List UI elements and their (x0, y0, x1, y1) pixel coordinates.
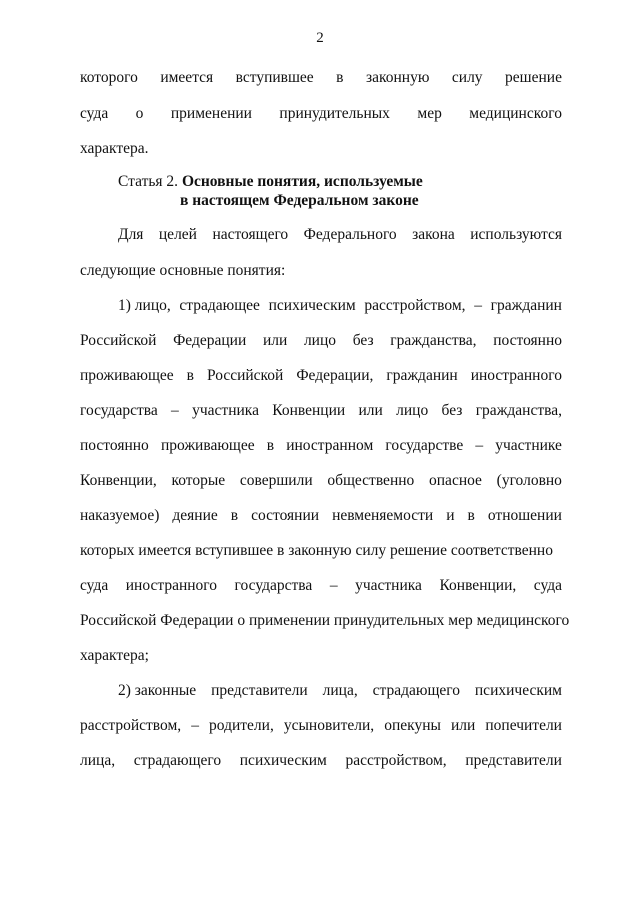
word: проживающее (160, 437, 255, 454)
word: постоянно (80, 437, 149, 454)
word: силу (451, 69, 483, 86)
word: которые (171, 472, 226, 489)
word: опасное (429, 472, 482, 489)
word: страдающего (133, 752, 222, 769)
word: Конвенции (272, 402, 346, 419)
text-line (80, 140, 562, 158)
word: постоянно (493, 332, 562, 349)
word: иностранного (125, 577, 218, 594)
article-heading (118, 173, 423, 191)
text-line (80, 717, 562, 735)
word: государстве (385, 437, 464, 454)
word: Федерации, (296, 367, 374, 384)
word: применении (170, 105, 252, 122)
text-line (80, 437, 562, 455)
text-line (118, 297, 562, 315)
article-prefix: Статья 2. (118, 173, 179, 190)
word: Российской Федерации о применении принудительных мер медицинского (80, 612, 570, 629)
word: в (230, 507, 239, 524)
text-line (80, 332, 562, 350)
word: следующие основные понятия: (80, 262, 286, 279)
word: гражданин (386, 367, 458, 384)
word: закона (412, 226, 455, 243)
text-line (80, 577, 562, 595)
word: – (329, 577, 338, 594)
word: используются (470, 226, 562, 243)
text-line (80, 752, 562, 770)
word: расстройством, (345, 752, 447, 769)
word: представители (211, 682, 308, 699)
word: 2) законные (118, 682, 197, 699)
word: состоянии (251, 507, 320, 524)
article-title-line1: Основные понятия, используемые (181, 173, 423, 190)
text-line (80, 262, 562, 280)
text-line (80, 507, 562, 525)
word: психическим (474, 682, 562, 699)
word: принудительных (279, 105, 390, 122)
word: проживающее (80, 367, 174, 384)
text-line (80, 367, 562, 385)
text-line (118, 682, 562, 700)
page-number: 2 (316, 30, 324, 46)
text-line (80, 69, 562, 87)
word: государства (234, 577, 313, 594)
word: без (352, 332, 374, 349)
word: законную (365, 69, 430, 86)
text-line (118, 226, 562, 244)
word: или (262, 332, 288, 349)
word: имеется (160, 69, 214, 86)
text-line (80, 402, 562, 420)
article-title-line2: в настоящем Федеральном законе (180, 192, 419, 209)
word: лицо (396, 402, 429, 419)
word: Российской (80, 332, 157, 349)
word: представители (465, 752, 562, 769)
word: характера; (80, 647, 149, 664)
word: суда (533, 577, 562, 594)
word: расстройством, (80, 717, 182, 734)
word: отношении (487, 507, 562, 524)
word: общественно (327, 472, 415, 489)
article-heading-line2 (180, 192, 419, 210)
word: опекуны (384, 717, 441, 734)
word: – (474, 297, 482, 314)
word: или (450, 717, 476, 734)
text-line (80, 612, 570, 630)
word: наказуемое) (80, 507, 160, 524)
word: деяние (172, 507, 218, 524)
word: – (171, 402, 179, 419)
word: которых имеется вступившее в законную силу решение соответственно (80, 542, 553, 559)
word: расстройством, (364, 297, 466, 314)
word: участника (355, 577, 422, 594)
word: Конвенции, (439, 577, 517, 594)
word: Для (118, 226, 144, 243)
word: Российской (206, 367, 284, 384)
word: и (446, 507, 455, 524)
word: Конвенции, (80, 472, 157, 489)
word: вступившее (235, 69, 314, 86)
word: медицинского (469, 105, 562, 122)
word: государства (80, 402, 158, 419)
word: невменяемости (332, 507, 434, 524)
word: целей (158, 226, 197, 243)
word: 1) лицо, (118, 297, 171, 314)
word: лицо (303, 332, 337, 349)
word: в (186, 367, 194, 384)
word: гражданства, (390, 332, 477, 349)
word: гражданства, (475, 402, 562, 419)
word: попечители (485, 717, 562, 734)
word: в (467, 507, 475, 524)
word: о (135, 105, 144, 122)
word: гражданин (490, 297, 562, 314)
text-line (80, 105, 562, 123)
word: без (441, 402, 463, 419)
word: психическим (239, 752, 327, 769)
word: страдающее (179, 297, 260, 314)
word: лица, (322, 682, 358, 699)
word: (уголовно (496, 472, 562, 489)
word: Федерации (173, 332, 247, 349)
word: характера. (80, 140, 149, 157)
word: психическим (268, 297, 356, 314)
text-line (80, 472, 562, 490)
text-line (80, 542, 562, 560)
word: иностранном (286, 437, 374, 454)
word: решение (505, 69, 562, 86)
word: которого (80, 69, 138, 86)
word: участнике (495, 437, 562, 454)
word: участника (192, 402, 259, 419)
word: в (336, 69, 344, 86)
word: или (358, 402, 383, 419)
word: суда (80, 105, 109, 122)
word: мер (417, 105, 442, 122)
word: настоящего (212, 226, 289, 243)
word: лица, (80, 752, 116, 769)
text-line (80, 647, 562, 665)
word: страдающего (372, 682, 460, 699)
word: иностранного (470, 367, 562, 384)
word: Федерального (303, 226, 397, 243)
word: – (475, 437, 484, 454)
word: совершили (239, 472, 313, 489)
word: усыновители, (283, 717, 375, 734)
word: суда (80, 577, 109, 594)
word: в (266, 437, 275, 454)
word: родители, (209, 717, 274, 734)
word: – (191, 717, 199, 734)
